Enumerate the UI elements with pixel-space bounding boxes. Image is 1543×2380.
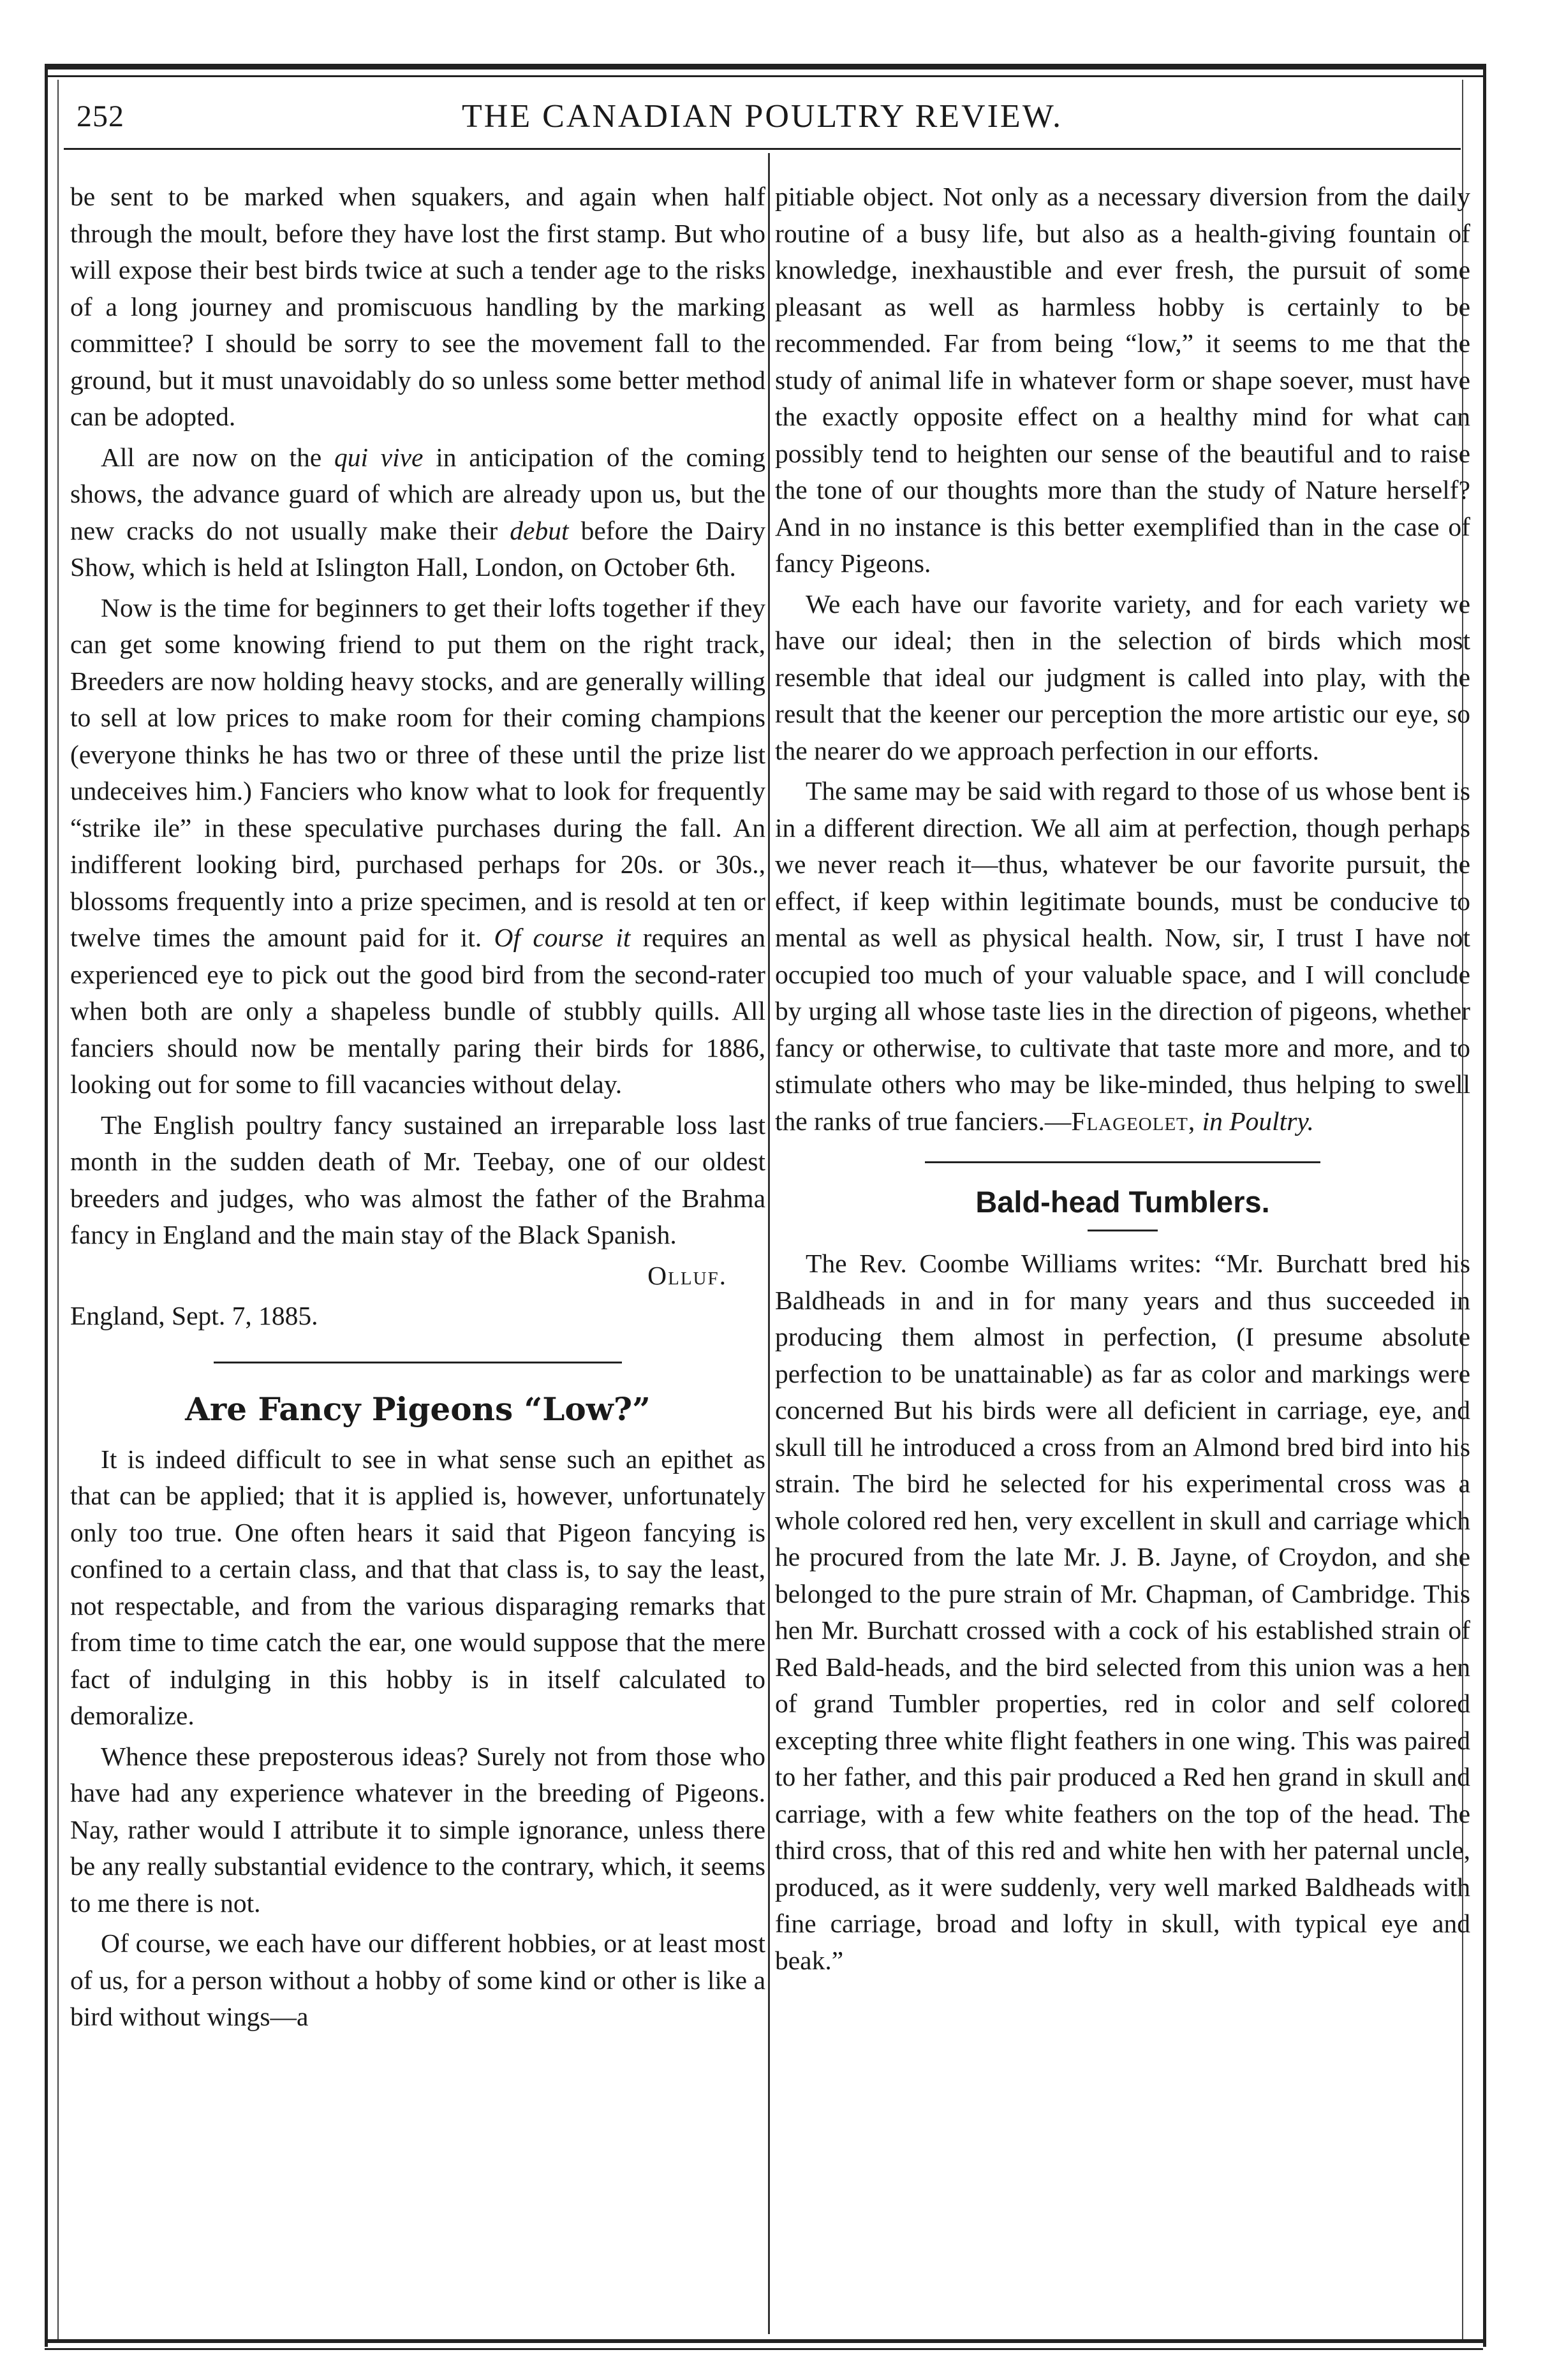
paragraph: Now is the time for beginners to get their lofts together if they can get some knowing friend to put them on the right track, Breeders are now holding heavy stocks, and are generally willing to sell at low prices to make room for their coming champions (everyone thinks he has two or three of these until the prize list undeceives him.) Fanciers who know what to look for frequently “strike ile” in these speculative purchases during the fall. An indifferent looking bird, purchased perhaps for 20s. or 30s., blossoms frequently into a prize specimen, and is resold at ten or twelve times the amount paid for it. Of course it requires an experienced eye to pick out the good bird from the second-rater when both are only a shapeless bundle of stubbly quills. All fanciers should now be mentally paring their birds for 1886, looking out for some to fill vacancies without delay. [70,592,765,1099]
right-column [775,179,1470,1983]
paragraph: Of course, we each have our different hobbies, or at least most of us, for a person without a hobby of some kind or other is like a bird without wings—a [70,1928,765,2031]
section-separator [925,1161,1320,1163]
dateline: England, Sept. 7, 1885. [70,1301,318,1330]
bottom-border-rule-thin [45,2348,1483,2350]
page-header [64,92,1461,143]
article-heading: Are Fancy Pigeons “Low?” [185,1390,651,1428]
paragraph: be sent to be marked when squakers, and again when half through the moult, before they have lost the first stamp. But who will expose their best birds twice at such a tender age to the risks of a long journey and promiscuous handling by the marking committee? I should be sorry to see the movement fall to the ground, but it must unavoidably do so unless some better method can be adopted. [70,182,765,431]
inner-left-rule [57,80,59,2340]
column-divider [768,153,770,2334]
left-column [70,179,765,2039]
paragraph: The same may be said with regard to those of us whose bent is in a different direction. We all aim at perfection, though perhaps we never reach it—thus, whatever be our favorite pursuit, the effect, if keep within legitimate bounds, must be conducive to mental as well as physical health. Now, sir, I trust I have not occupied too much of your valuable space, and I will conclude by urging all whose taste lies in the direction of pigeons, whether fancy or otherwise, to cultivate that taste more and more, and to stimulate others who may be like-minded, thus helping to swell the ranks of true fanciers.—Flageolet, in Poultry. [775,776,1470,1136]
paragraph: We each have our favorite variety, and for each variety we have our ideal; then in the selection of birds which most resemble that ideal our judgment is called into play, with the result that the keener our perception the more artistic our eye, so the nearer do we approach perfection in our efforts. [775,589,1470,765]
bottom-border-rule [45,2339,1483,2343]
page-number: 252 [77,99,124,133]
paragraph: The English poultry fancy sustained an irreparable loss last month in the sudden death of Mr. Teebay, one of our oldest breeders and judges, who was almost the father of the Brahma fancy in England and the main stay of the Black Spanish. [70,1110,765,1249]
section-separator [214,1362,622,1363]
header-rule [64,148,1461,150]
paragraph: pitiable object. Not only as a necessary diversion from the daily routine of a busy life, but also as a health-giving fountain of knowledge, inexhaustible and ever fresh, the pursuit of some pleasant as well as harmless hobby is certainly to be recommended. Far from being “low,” it seems to me that the study of animal life in whatever form or shape soever, must have the exactly opposite effect on a healthy mind for what can possibly tend to heighten our sense of the beautiful and to raise the tone of our thoughts more than the study of Nature herself? And in no instance is this better exemplified than in the case of fancy Pigeons. [775,182,1470,578]
heading-underline [1088,1230,1158,1231]
paragraph: It is indeed difficult to see in what sense such an epithet as that can be applied; that it is applied is, however, unfortunately only too true. One often hears it said that Pigeon fancying is confined to a certain class, and that that class is, to say the least, not respectable, and from the various disparaging remarks that from time to time catch the ear, one would suppose that the mere fact of indulging in this hobby is in itself calculated to demoralize. [70,1444,765,1730]
paragraph: Whence these preposterous ideas? Surely not from those who have had any experience whatever in the breeding of Pigeons. Nay, rather would I attribute it to simple ignorance, unless there be any really substantial evidence to the contrary, which, it seems to me there is not. [70,1741,765,1918]
article-heading: Bald-head Tumblers. [975,1185,1270,1219]
page-title: THE CANADIAN POULTRY REVIEW. [462,98,1063,135]
paragraph: All are now on the qui vive in anticipation of the coming shows, the advance guard of which are already upon us, but the new cracks do not usually make their debut before the Dairy Show, which is held at Islington Hall, London, on October 6th. [70,442,766,582]
signature: Olluf. [647,1260,727,1290]
paragraph: The Rev. Coombe Williams writes: “Mr. Burchatt bred his Baldheads in and in for many years and thus succeeded in producing them almost in perfection, (I presume absolute perfection to be unattainable) as far as color and markings were concerned But his birds were all deficient in carriage, eye, and skull till he introduced a cross from an Almond bred bird into his strain. The bird he selected for his experimental cross was a whole colored red hen, very excellent in skull and carriage which he procured from the late Mr. J. B. Jayne, of Croydon, and she belonged to the pure strain of Mr. Chapman, of Cambridge. This hen Mr. Burchatt crossed with a cock of his established strain of Red Bald-heads, and the bird selected from this union was a hen of grand Tumbler properties, red in color and self colored excepting three white flight feathers in one wing. This was paired to her father, and this pair produced a Red hen grand in skull and carriage, with a few white feathers on the top of the head. The third cross, that of this red and white hen with her paternal uncle, produced, as it were suddenly, very well marked Baldheads with fine carriage, broad and lofty in skull, with typical eye and beak.” [775,1249,1470,1975]
